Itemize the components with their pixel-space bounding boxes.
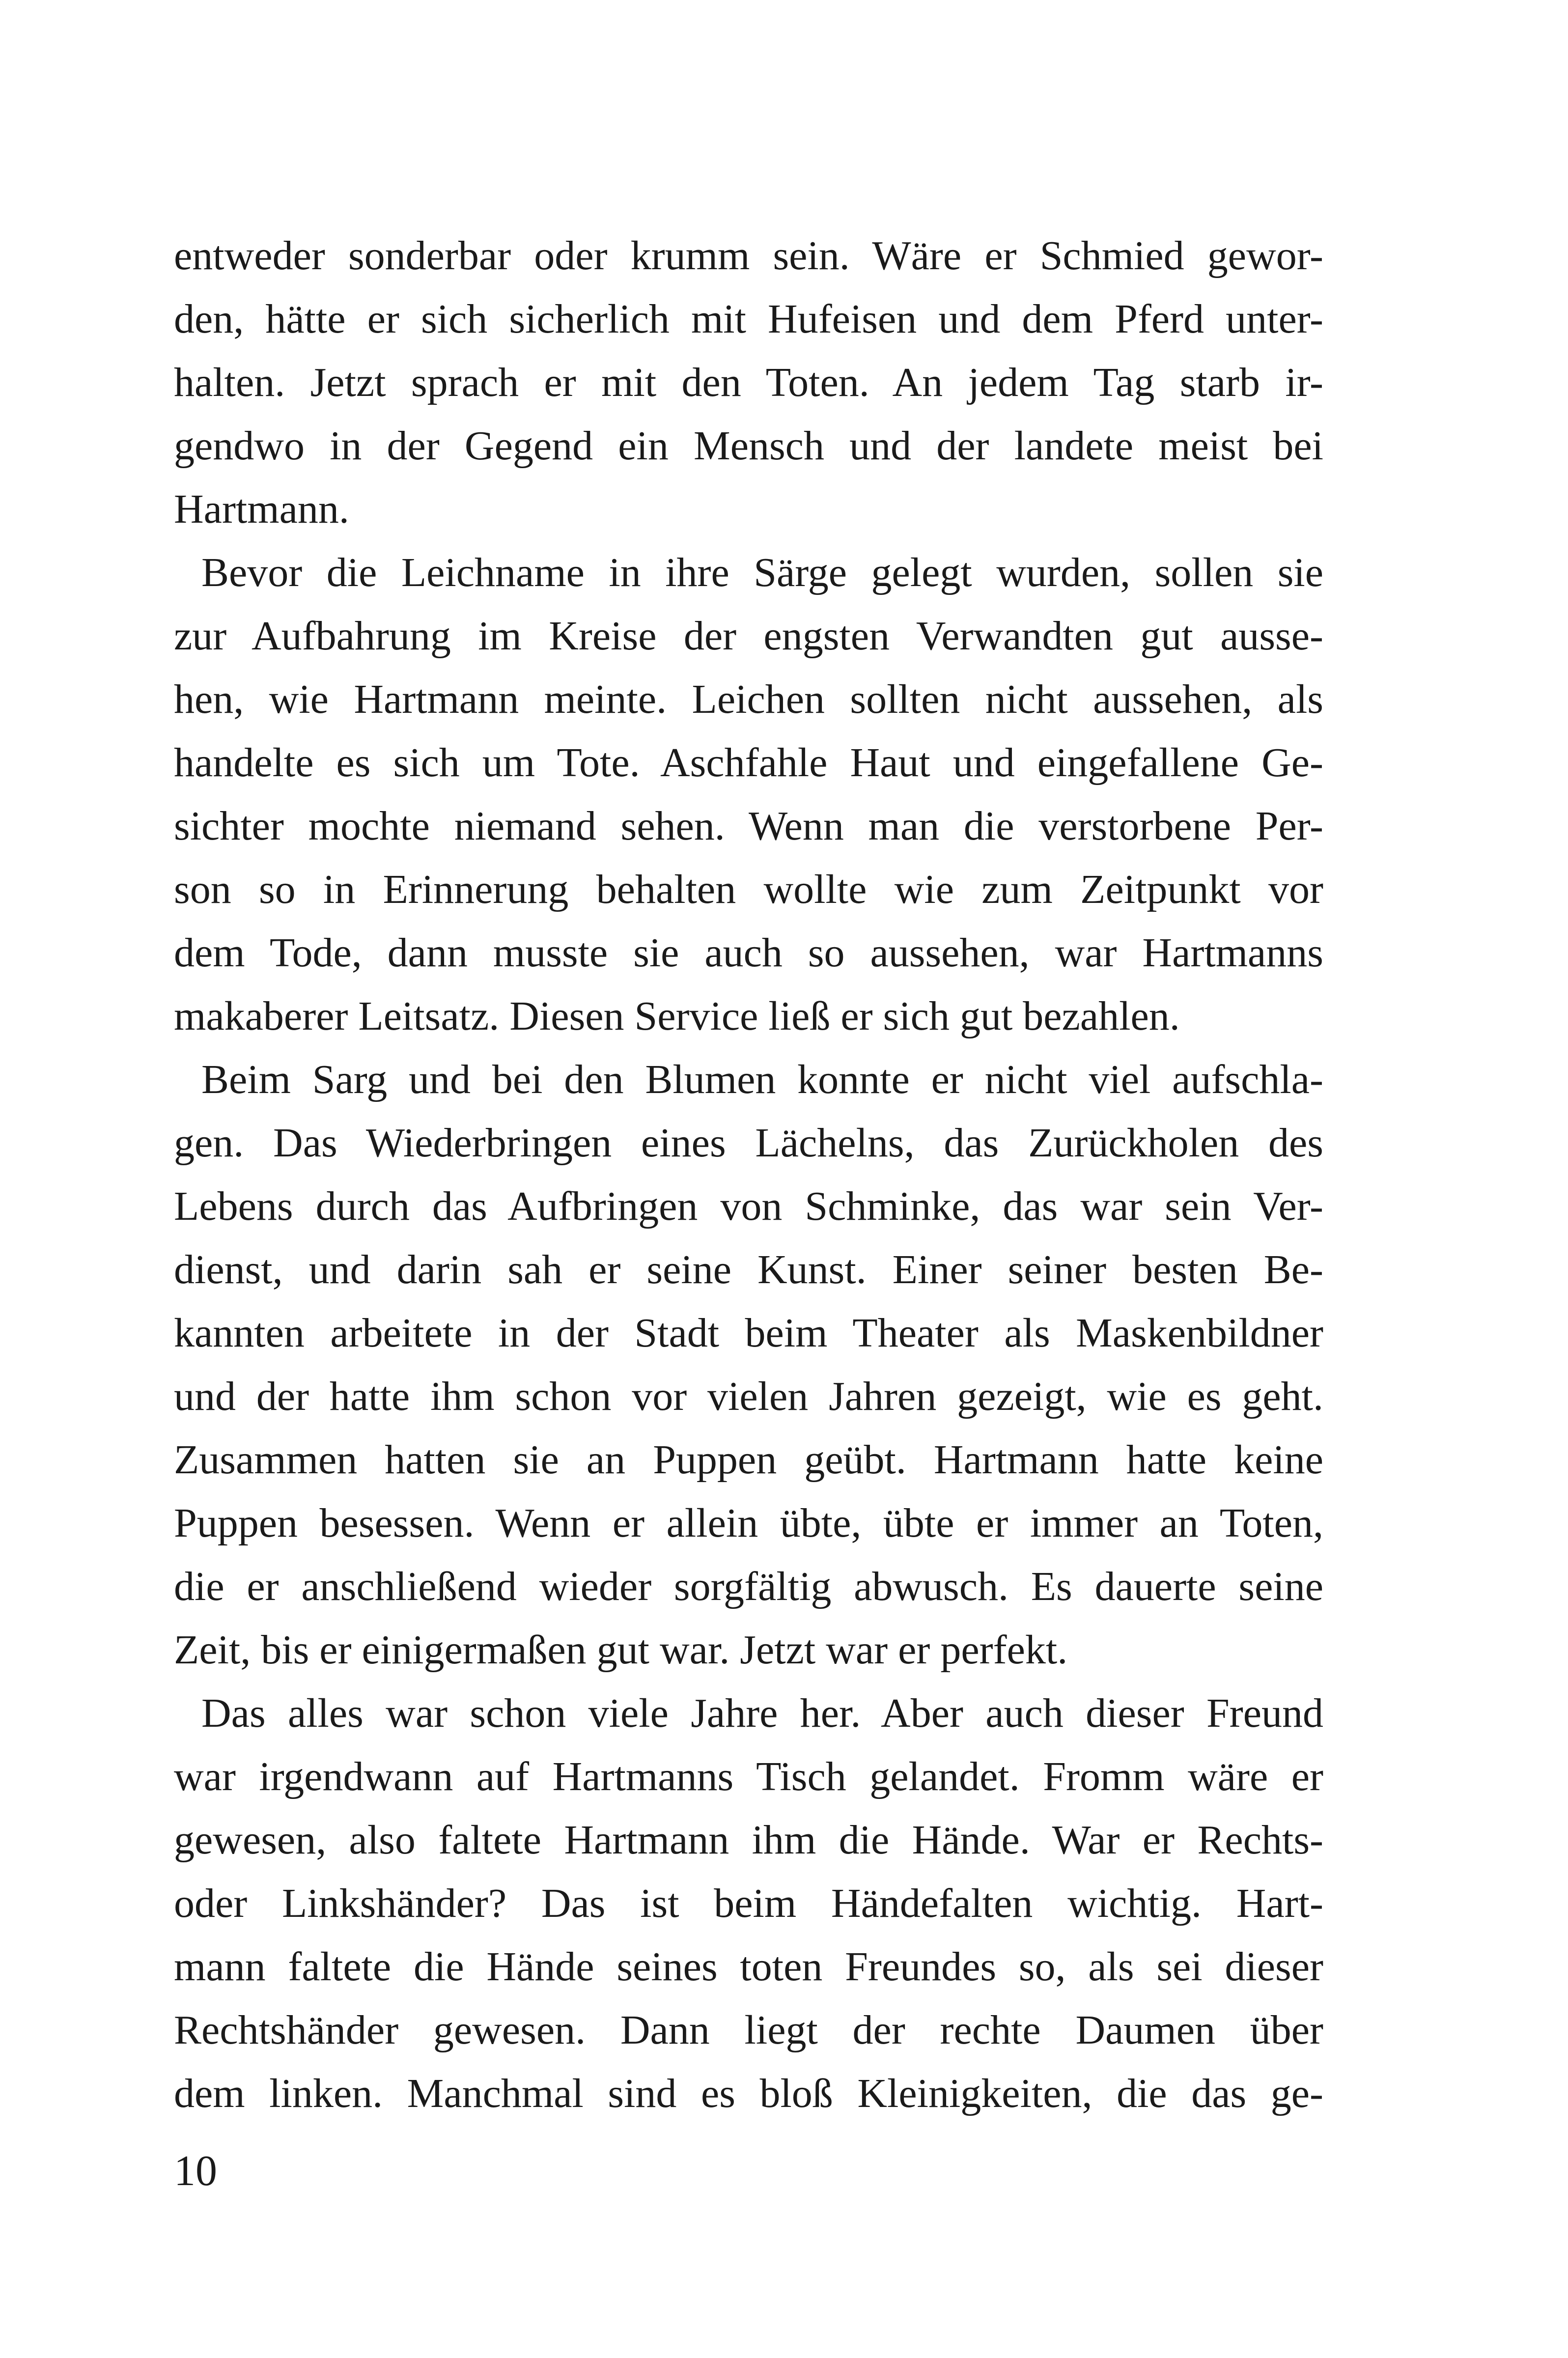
text-line: makaberer Leitsatz. Diesen Service ließ er sich gut bezahlen. <box>174 993 1180 1039</box>
text-line: dem Tode, dann musste sie auch so aussehen, war Hartmanns <box>174 930 1323 976</box>
text-line: dienst, und darin sah er seine Kunst. Einer seiner besten Be- <box>174 1247 1323 1292</box>
text-line: zur Aufbahrung im Kreise der engsten Verwandten gut ausse- <box>174 613 1323 659</box>
text-line: Beim Sarg und bei den Blumen konnte er nicht viel aufschla- <box>201 1057 1323 1102</box>
page-number: 10 <box>174 2147 217 2195</box>
text-line: den, hätte er sich sicherlich mit Hufeisen und dem Pferd unter- <box>174 296 1323 342</box>
text-line: Zusammen hatten sie an Puppen geübt. Hartmann hatte keine <box>174 1437 1323 1483</box>
body-text <box>174 224 1323 2125</box>
text-line: gen. Das Wiederbringen eines Lächelns, das Zurückholen des <box>174 1120 1323 1166</box>
text-line: mann faltete die Hände seines toten Freundes so, als sei dieser <box>174 1944 1323 1990</box>
text-line: und der hatte ihm schon vor vielen Jahren gezeigt, wie es geht. <box>174 1374 1323 1419</box>
text-line: kannten arbeitete in der Stadt beim Theater als Maskenbildner <box>174 1310 1323 1356</box>
text-line: entweder sonderbar oder krumm sein. Wäre er Schmied gewor- <box>174 233 1323 279</box>
text-line: hen, wie Hartmann meinte. Leichen sollten nicht aussehen, als <box>174 676 1323 722</box>
text-line: oder Linkshänder? Das ist beim Händefalten wichtig. Hart- <box>174 1881 1323 1926</box>
text-line: Bevor die Leichname in ihre Särge gelegt wurden, sollen sie <box>201 550 1323 595</box>
text-line: Zeit, bis er einigermaßen gut war. Jetzt war er perfekt. <box>174 1627 1068 1673</box>
text-line: gewesen, also faltete Hartmann ihm die Hände. War er Rechts- <box>174 1817 1323 1863</box>
text-line: son so in Erinnerung behalten wollte wie zum Zeitpunkt vor <box>174 867 1323 912</box>
text-line: dem linken. Manchmal sind es bloß Kleinigkeiten, die das ge- <box>174 2071 1323 2116</box>
text-line: sichter mochte niemand sehen. Wenn man die verstorbene Per- <box>174 803 1323 849</box>
text-line: halten. Jetzt sprach er mit den Toten. An jedem Tag starb ir- <box>174 360 1323 405</box>
text-line: Hartmann. <box>174 486 349 532</box>
text-line: war irgendwann auf Hartmanns Tisch gelandet. Fromm wäre er <box>174 1754 1323 1799</box>
text-line: Lebens durch das Aufbringen von Schminke, das war sein Ver- <box>174 1183 1323 1229</box>
text-line: die er anschließend wieder sorgfältig abwusch. Es dauerte seine <box>174 1564 1323 1609</box>
text-line: Rechtshänder gewesen. Dann liegt der rechte Daumen über <box>174 2007 1323 2053</box>
text-line: Das alles war schon viele Jahre her. Aber auch dieser Freund <box>201 1690 1323 1736</box>
text-line: gendwo in der Gegend ein Mensch und der landete meist bei <box>174 423 1323 469</box>
text-line: Puppen besessen. Wenn er allein übte, übte er immer an Toten, <box>174 1500 1323 1546</box>
text-line: handelte es sich um Tote. Aschfahle Haut und eingefallene Ge- <box>174 740 1323 786</box>
